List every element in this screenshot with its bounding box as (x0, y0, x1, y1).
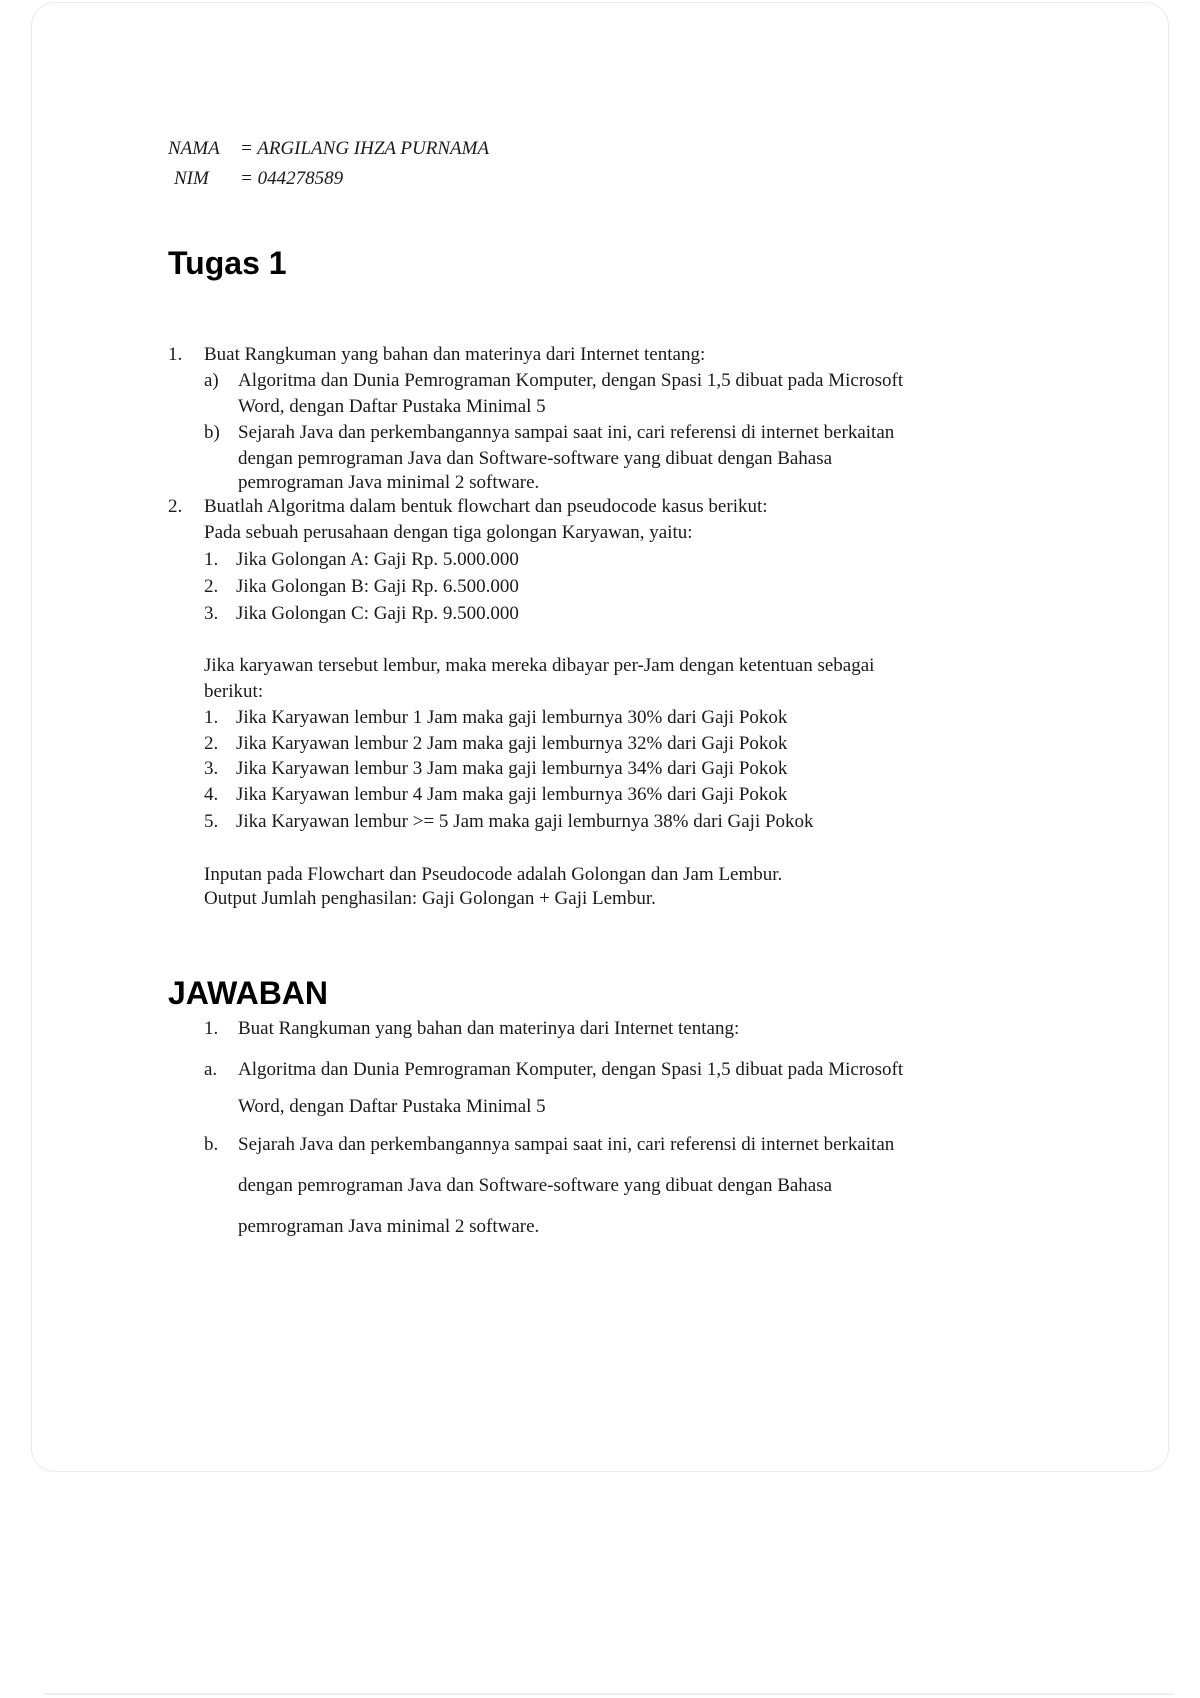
golongan-1-marker: 1. (204, 549, 219, 570)
page-divider (44, 1693, 1174, 1695)
answer-item-1-marker: 1. (204, 1018, 219, 1039)
task-item-1-text: Buat Rangkuman yang bahan dan materinya dari Internet tentang: (204, 344, 706, 365)
lembur-intro-line2: berikut: (204, 681, 264, 702)
golongan-3-text: Jika Golongan C: Gaji Rp. 9.500.000 (236, 603, 519, 624)
golongan-1-text: Jika Golongan A: Gaji Rp. 5.000.000 (236, 549, 519, 570)
answer-b-line2: dengan pemrograman Java dan Software-software yang dibuat dengan Bahasa (238, 1175, 833, 1196)
task-item-2-marker: 2. (168, 496, 183, 517)
lembur-1-text: Jika Karyawan lembur 1 Jam maka gaji lemburnya 30% dari Gaji Pokok (236, 707, 788, 728)
lembur-5-text: Jika Karyawan lembur >= 5 Jam maka gaji lemburnya 38% dari Gaji Pokok (236, 811, 814, 832)
lembur-3-marker: 3. (204, 758, 219, 779)
task-item-1b-line1: Sejarah Java dan perkembangannya sampai saat ini, cari referensi di internet berkaitan (238, 422, 895, 443)
lembur-4-marker: 4. (204, 784, 219, 805)
task-item-1a-marker: a) (204, 370, 219, 391)
lembur-3-text: Jika Karyawan lembur 3 Jam maka gaji lemburnya 34% dari Gaji Pokok (236, 758, 788, 779)
task-item-1b-line3: pemrograman Java minimal 2 software. (238, 472, 540, 493)
lembur-4-text: Jika Karyawan lembur 4 Jam maka gaji lemburnya 36% dari Gaji Pokok (236, 784, 788, 805)
output-line: Output Jumlah penghasilan: Gaji Golongan + Gaji Lembur. (204, 888, 656, 909)
lembur-intro-line1: Jika karyawan tersebut lembur, maka mereka dibayar per-Jam dengan ketentuan sebagai (204, 655, 875, 676)
task-item-1b-line2: dengan pemrograman Java dan Software-software yang dibuat dengan Bahasa (238, 448, 833, 469)
answer-item-1-text: Buat Rangkuman yang bahan dan materinya dari Internet tentang: (238, 1018, 740, 1039)
answer-b-line3: pemrograman Java minimal 2 software. (238, 1216, 540, 1237)
task-heading: Tugas 1 (168, 245, 287, 281)
answer-a-marker: a. (204, 1059, 218, 1080)
nim-line (174, 168, 343, 190)
task-item-1a-line2: Word, dengan Daftar Pustaka Minimal 5 (238, 396, 546, 417)
answer-a-line1: Algoritma dan Dunia Pemrograman Komputer, dengan Spasi 1,5 dibuat pada Microsoft (238, 1059, 904, 1080)
golongan-3-marker: 3. (204, 603, 219, 624)
golongan-2-text: Jika Golongan B: Gaji Rp. 6.500.000 (236, 576, 519, 597)
nim-label: NIM (174, 168, 209, 189)
name-value: = ARGILANG IHZA PURNAMA (240, 138, 490, 159)
task-item-1-marker: 1. (168, 344, 183, 365)
nim-value: = 044278589 (240, 168, 344, 189)
golongan-2-marker: 2. (204, 576, 219, 597)
answer-heading: JAWABAN (168, 975, 329, 1011)
name-line (168, 138, 489, 160)
task-item-1a-line1: Algoritma dan Dunia Pemrograman Komputer, dengan Spasi 1,5 dibuat pada Microsoft (238, 370, 904, 391)
input-line: Inputan pada Flowchart dan Pseudocode adalah Golongan dan Jam Lembur. (204, 864, 783, 885)
name-label: NAMA (168, 138, 220, 159)
lembur-2-text: Jika Karyawan lembur 2 Jam maka gaji lemburnya 32% dari Gaji Pokok (236, 733, 788, 754)
lembur-1-marker: 1. (204, 707, 219, 728)
answer-a-line2: Word, dengan Daftar Pustaka Minimal 5 (238, 1096, 546, 1117)
answer-b-marker: b. (204, 1134, 219, 1155)
lembur-5-marker: 5. (204, 811, 219, 832)
lembur-2-marker: 2. (204, 733, 219, 754)
task-item-2-text: Buatlah Algoritma dalam bentuk flowchart dan pseudocode kasus berikut: (204, 496, 768, 517)
task-item-2-intro: Pada sebuah perusahaan dengan tiga golongan Karyawan, yaitu: (204, 522, 693, 543)
task-item-1b-marker: b) (204, 422, 220, 443)
answer-b-line1: Sejarah Java dan perkembangannya sampai saat ini, cari referensi di internet berkaitan (238, 1134, 895, 1155)
